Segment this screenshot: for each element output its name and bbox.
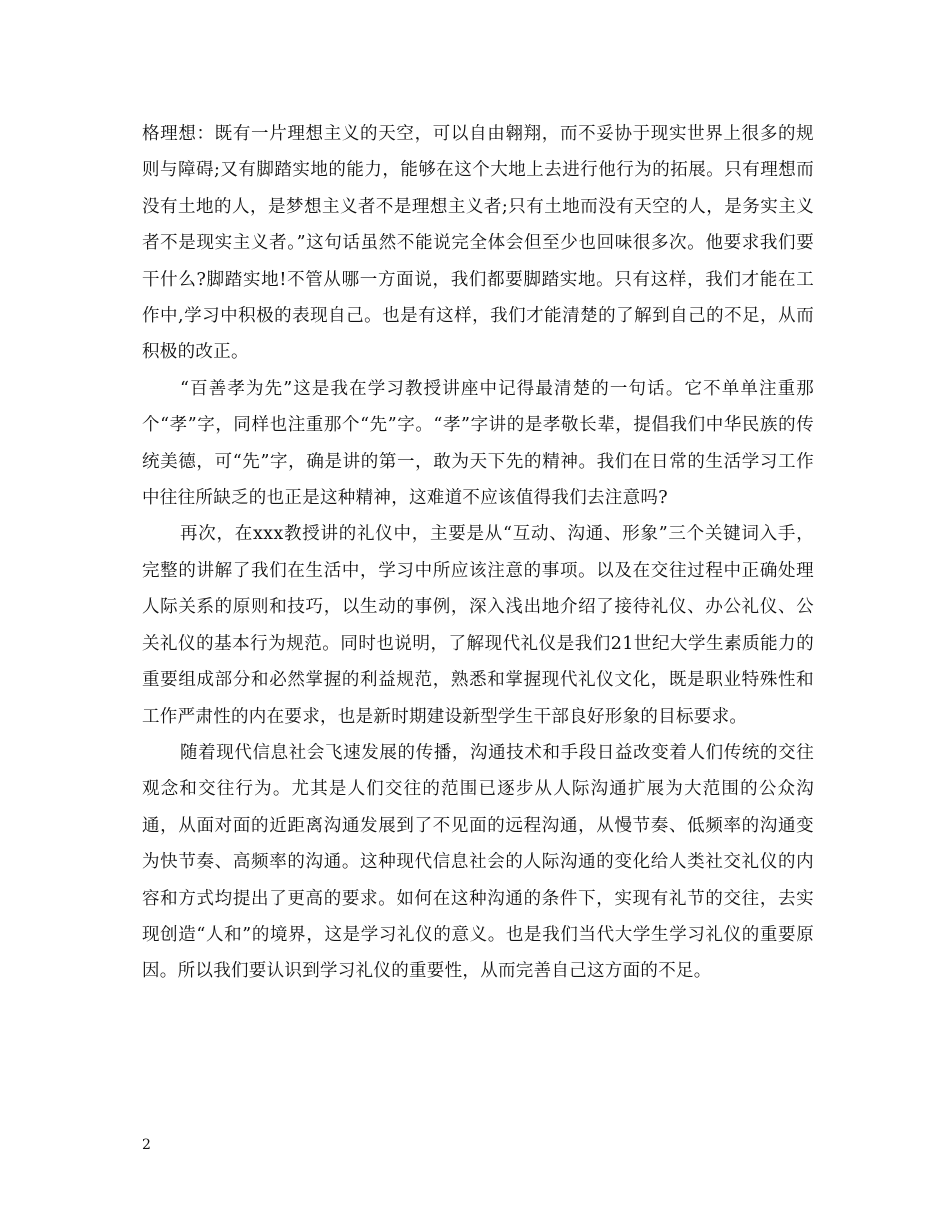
page-number: 2 [142, 1137, 151, 1153]
paragraph-4: 随着现代信息社会飞速发展的传播，沟通技术和手段日益改变着人们传统的交往观念和交往行为。尤其是人们交往的范围已逐步从人际沟通扩展为大范围的公众沟通，从面对面的近距离沟通发展到了不见面的远程沟通，从慢节奏、低频率的沟通变为快节奏、高频率的沟通。这种现代信息社会的人际沟通的变化给人类社交礼仪的内容和方式均提出了更高的要求。如何在这种沟通的条件下，实现有礼节的交往，去实现创造“人和”的境界，这是学习礼仪的意义。也是我们当代大学生学习礼仪的重要原因。所以我们要认识到学习礼仪的重要性，从而完善自己这方面的不足。 [142, 742, 814, 982]
paragraph-2: “百善孝为先”这是我在学习教授讲座中记得最清楚的一句话。它不单单注重那个“孝”字，同样也注重那个“先”字。“孝”字讲的是孝敬长辈，提倡我们中华民族的传统美德，可“先”字，确是讲的第一，敢为天下先的精神。我们在日常的生活学习工作中往往所缺乏的也正是这种精神，这难道不应该值得我们去注意吗? [142, 378, 814, 509]
paragraph-1: 格理想：既有一片理想主义的天空，可以自由翱翔，而不妥协于现实世界上很多的规则与障碍;又有脚踏实地的能力，能够在这个大地上去进行他行为的拓展。只有理想而没有土地的人，是梦想主义者不是理想主义者;只有土地而没有天空的人，是务实主义者不是现实主义者。”这句话虽然不能说完全体会但至少也回味很多次。他要求我们要干什么?脚踏实地!不管从哪一方面说，我们都要脚踏实地。只有这样，我们才能在工作中,学习中积极的表现自己。也是有这样，我们才能清楚的了解到自己的不足，从而积极的改正。 [142, 124, 814, 363]
paragraph-3: 再次，在xxx教授讲的礼仪中，主要是从“互动、沟通、形象”三个关键词入手，完整的讲解了我们在生活中，学习中所应该注意的事项。以及在交往过程中正确处理人际关系的原则和技巧，以生动的事例，深入浅出地介绍了接待礼仪、办公礼仪、公关礼仪的基本行为规范。同时也说明，了解现代礼仪是我们21世纪大学生素质能力的重要组成部分和必然掌握的利益规范，熟悉和掌握现代礼仪文化，既是职业特殊性和工作严肃性的内在要求，也是新时期建设新型学生干部良好形象的目标要求。 [142, 524, 814, 727]
document-body [142, 116, 814, 990]
